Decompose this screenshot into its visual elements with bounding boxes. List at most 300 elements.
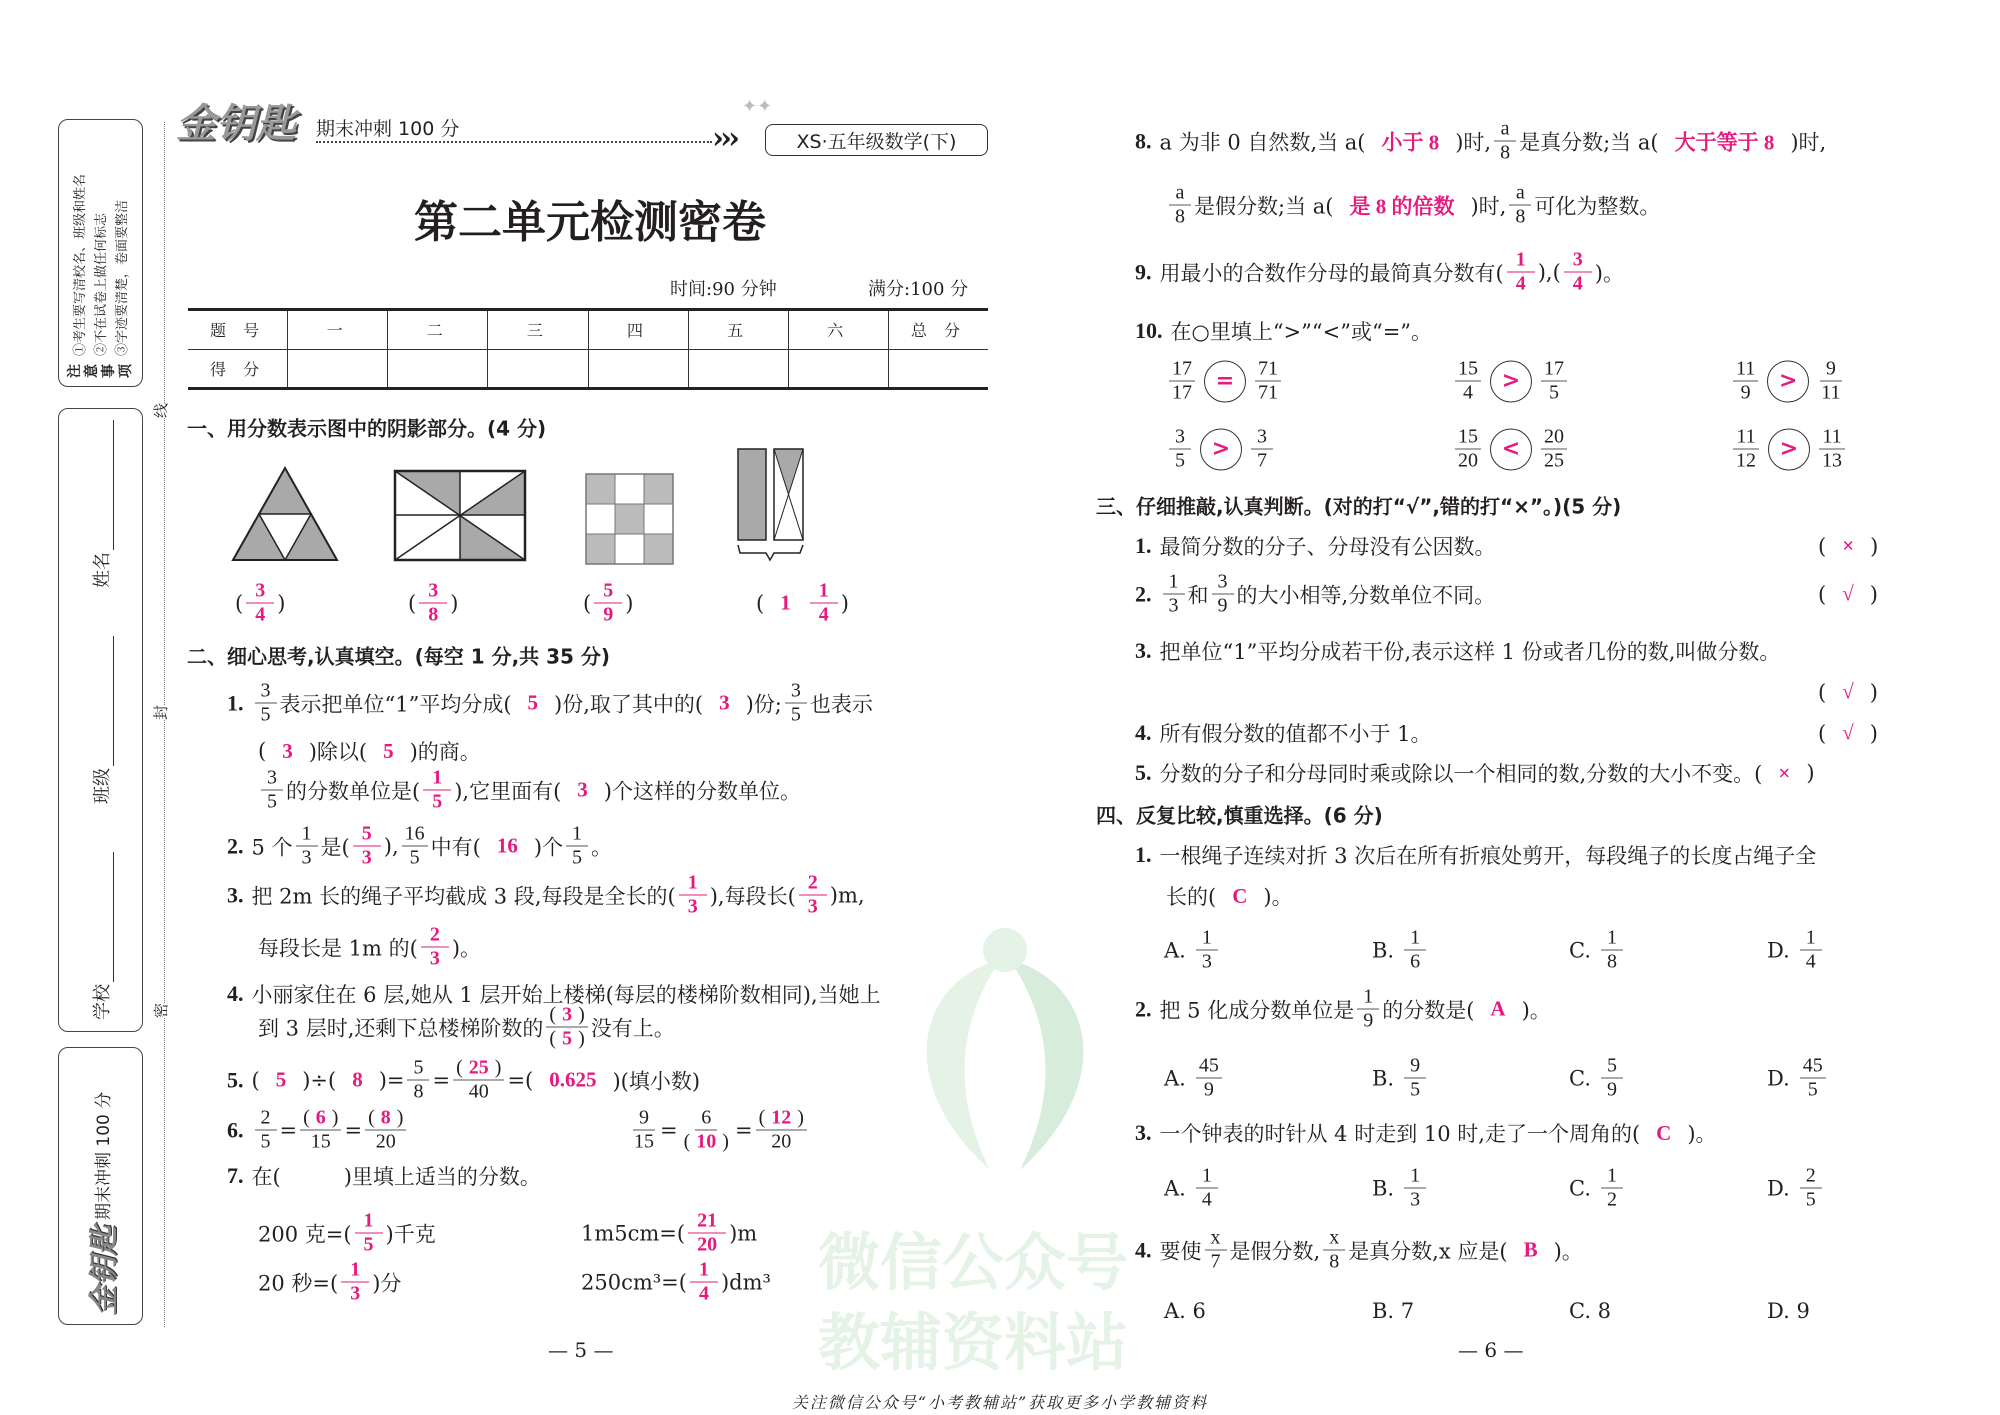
choice-option [1372,1299,1414,1323]
fraction-term: 8 [413,1080,424,1103]
fraction-term: 1 [572,822,583,845]
question-text: ( [758,1106,766,1129]
answer-text: 6 [315,1106,326,1129]
comparison-circle: < [1490,428,1532,470]
question-line [258,1210,436,1257]
fraction-term: 5 [409,846,420,869]
question-text: ( [756,591,765,615]
denominator [264,791,280,814]
answer-fraction [810,580,838,627]
answer-text: √ [1842,720,1854,745]
fraction [566,823,588,870]
fraction-term: 11 [1736,425,1756,448]
watermark-leaf-logo [880,920,1130,1220]
numerator [546,1004,587,1028]
denominator [1803,951,1819,974]
question-text: 20 秒=( [258,1271,339,1295]
question-text: 和 [1187,583,1209,607]
score-cell: 五 [688,310,788,350]
answer-fraction [355,1210,383,1257]
numerator [1494,118,1516,142]
fraction-term: 40 [468,1080,489,1103]
answer-fraction [594,580,622,627]
answer-text: 3 [255,579,266,602]
fraction [1404,1055,1426,1102]
answer-text: 16 [496,833,518,858]
answer-text: 5 [361,822,372,845]
numerator [1455,426,1481,450]
denominator [419,604,447,627]
question-number: 7. [227,1163,244,1188]
fraction-term: 1 [1805,926,1816,949]
fraction-term: 5 [1805,1188,1816,1211]
fraction [1251,426,1273,473]
numerator [421,924,449,948]
choice-option [1372,927,1429,974]
fraction-term: 9 [1740,381,1751,404]
fraction [1169,426,1191,473]
numerator [1541,426,1567,450]
fraction [756,1107,807,1154]
fraction-term: a [1515,181,1525,204]
fraction-term: 15 [1458,425,1478,448]
watermark-text: 教辅资料站 [818,1306,1129,1379]
fraction-term: 3 [267,766,277,789]
answer-text: 2 [807,871,818,894]
fraction-term: 5 [1410,1078,1421,1101]
answer-fraction [1507,249,1535,296]
fraction [1196,1055,1222,1102]
notice-line: ③字迹要清楚，卷面要整洁 [114,199,129,356]
question-text: B. [1372,938,1395,962]
fraction [1733,426,1759,473]
numerator [1455,358,1481,382]
fraction-term: 9 [1410,1054,1421,1077]
rectangles-figure [738,449,803,560]
fraction-term: 3 [260,679,271,702]
question-text: )。 [1553,1239,1583,1263]
answer-text: 5 [562,1027,573,1050]
question-line [1730,358,1847,405]
choice-option [1164,1299,1206,1323]
question-number: 4. [1135,720,1152,745]
question-text: 可化为整数。 [1534,194,1661,218]
numerator [355,1210,383,1234]
question-text: ) [1869,582,1878,606]
fraction [300,1107,341,1154]
score-input-cell[interactable] [888,349,988,389]
fraction-term: 7 [1210,1250,1221,1273]
numerator [1601,927,1623,951]
question-text: D. [1767,1066,1790,1090]
question-text: ) [578,1027,585,1050]
fraction-term: 1 [1201,1164,1212,1187]
fraction-term: 20 [771,1130,792,1153]
fraction-term: x [1329,1226,1340,1249]
question-line [258,1259,401,1306]
answer-fraction [1564,249,1592,296]
question-text: 的大小相等,分数单位不同。 [1236,583,1496,607]
question-text: ) [1869,721,1878,745]
question-text: B. [1372,1066,1395,1090]
question-number: 8. [1135,128,1152,153]
fraction-term: 1 [1410,1164,1421,1187]
question-text: ( [251,1068,260,1092]
fraction-term: 8 [1175,205,1185,228]
answer-text: 1 [687,871,698,894]
question-line [258,767,801,814]
question-line [1135,1118,1717,1148]
comparison-circle: > [1490,360,1532,402]
answer-fraction [799,872,827,919]
section-heading: 二、细心思考,认真填空。(每空 1 分,共 35 分) [187,644,611,669]
answer-text: B [1523,1237,1538,1262]
numerator [1820,358,1842,382]
denominator [679,896,707,919]
fraction-term: 1 [1363,985,1374,1008]
choice-option [1164,927,1221,974]
score-cell: 四 [588,310,688,350]
question-line [227,680,873,727]
fraction-term: 20 [1544,425,1564,448]
numerator [1601,1055,1623,1079]
fraction [1455,358,1481,405]
question-line [227,1057,700,1104]
question-text: 是假分数;当 a( [1194,194,1334,218]
question-text: ) [494,1056,502,1079]
fraction-term: 3 [1168,594,1179,617]
answer-text: 3 [807,895,818,918]
question-text: = [432,1068,451,1092]
question-text: D. [1767,1176,1790,1200]
question-text: ( [583,591,592,615]
question-text: 一根绳子连续对折 3 次后在所有折痕处剪开，每段绳子的长度占绳子全 [1159,844,1817,868]
numerator [1169,182,1191,206]
fraction [1733,358,1758,405]
answer-text: 大于等于 8 [1674,130,1775,154]
denominator [1199,1189,1215,1212]
answer-text: √ [1842,679,1854,704]
numerator [633,1107,655,1131]
question-line [583,580,633,627]
question-text: 表示把单位“1”平均分成( [279,692,512,716]
page-number: — 5 — [548,1338,614,1362]
numerator [1163,571,1185,595]
fraction [1196,1165,1218,1212]
comparison-circle: > [1768,428,1810,470]
comparison-circle: = [1204,360,1246,402]
fraction [1163,571,1185,618]
question-text: ) [1869,680,1878,704]
question-text: =( [507,1068,534,1092]
denominator [1254,450,1270,473]
fraction-term: 8 [1607,950,1617,973]
question-text: ( [368,1106,375,1129]
denominator [341,1283,369,1306]
question-text: ( [303,1106,310,1129]
answer-text: 3 [428,579,439,602]
fraction-term: 9 [1217,594,1228,617]
answer-text: 5 [383,738,394,763]
fraction [1404,927,1426,974]
question-text: ( [456,1056,463,1079]
fraction-term: 16 [404,822,425,845]
numerator [353,823,381,847]
question-text: 250cm³=( [581,1270,687,1294]
question-text: ) [450,591,459,615]
answer-text: √ [1842,581,1854,606]
question-text: 把单位“1”平均分成若干份,表示这样 1 份或者几份的数,叫做分数。 [1159,640,1781,664]
fraction-term: 5 [260,703,271,726]
question-text: D. [1767,938,1790,962]
denominator [1172,206,1188,229]
question-number: 4. [1135,1237,1152,1262]
question-text: 每段长是 1m 的( [258,936,418,960]
fraction-term: 5 [1175,449,1185,472]
fraction-term: 6 [701,1106,712,1129]
question-text: 在○里填上“>”“<”或“=”。 [1170,320,1433,344]
question-text: 最简分数的分子、分母没有公因数。 [1159,535,1496,559]
section-heading-line [187,641,610,670]
answer-text: 5 [527,690,539,715]
question-text: )分 [372,1271,402,1295]
fraction [1212,571,1234,618]
numerator [300,1107,341,1131]
question-text: 5 个 [251,835,293,859]
question-number: 4. [227,981,244,1006]
footer-note: 关注微信公众号“小考教辅站”获取更多小学教辅资料 [791,1393,1209,1412]
section-heading: 四、反复比较,慎重选择。(6 分) [1096,803,1383,828]
cut-label: 密 [152,1002,171,1019]
question-number: 1. [1135,842,1152,867]
answer-text: 9 [603,603,614,626]
answer-text: 1 [1515,248,1526,271]
grid-figure [586,474,673,564]
fraction [785,680,807,727]
answer-text: 1 [350,1258,361,1281]
page-number: — 6 — [1458,1338,1524,1362]
fraction-term: 3 [1410,1188,1421,1211]
question-number: 1. [227,690,244,715]
section-heading: 三、仔细推敲,认真判断。(对的打“√”,错的打“×”。)(5 分) [1096,494,1622,519]
fraction-term: 5 [260,1130,271,1153]
numerator [1404,927,1426,951]
section-heading-line [187,413,546,442]
numerator [255,680,277,704]
question-number: 1. [1135,533,1152,558]
question-text: = [734,1118,753,1142]
fraction-term: 9 [1363,1009,1374,1032]
denominator [410,1081,426,1104]
denominator [1199,951,1215,974]
question-text: 一个钟表的时针从 4 时走到 10 时,走了一个周角的( [1159,1122,1641,1146]
fraction [1800,1165,1822,1212]
denominator [1460,382,1476,405]
section-heading-line [1096,800,1383,829]
answer-text: 21 [697,1209,718,1232]
choice-option [1767,1165,1825,1212]
denominator [1208,1251,1224,1274]
question-text: 是假分数, [1229,1239,1321,1263]
score-cell: 得 分 [188,349,288,389]
fraction-term: 3 [790,679,801,702]
triangle-figure [233,468,337,560]
choice-option [1767,1055,1829,1102]
numerator [594,580,622,604]
question-text: 的分数单位是( [286,779,421,803]
fraction-term: 5 [1807,1078,1818,1101]
answer-fraction [679,872,707,919]
denominator [1166,595,1182,618]
denominator [1255,382,1281,405]
fraction-term: 11 [1821,381,1841,404]
fraction-term: 4 [1805,950,1816,973]
answer-fraction [423,767,451,814]
school-field[interactable] [88,852,114,1020]
fraction [261,767,283,814]
question-text: ) [722,1130,729,1153]
question-line [1166,182,1660,229]
numerator [1255,358,1281,382]
fraction [407,1057,429,1104]
score-cell: 二 [388,310,488,350]
question-text: ) [797,1106,804,1129]
sparkle-icon: ✦✦ [742,96,773,117]
fraction-term: 45 [1802,1054,1823,1077]
question-text: 分数的分子和分母同时乘或除以一个相同的数,分数的大小不变。( [1159,762,1763,786]
numerator [1404,1165,1426,1189]
fraction-term: 15 [310,1130,331,1153]
square-pinwheel-figure [395,471,525,560]
answer-text: 8 [428,603,439,626]
question-line [756,580,849,627]
question-line [1818,582,1878,607]
question-text: )= [378,1068,405,1092]
question-line [581,1259,771,1306]
question-text: )个 [533,835,564,859]
numerator [690,1259,718,1283]
answer-text: 1 [780,590,791,615]
fraction [1404,1165,1426,1212]
answer-text: 3 [562,1003,573,1026]
question-line [1818,534,1878,559]
question-text: ( [1818,680,1827,704]
answer-text: A [1490,996,1506,1021]
question-number: 5. [1135,760,1152,785]
question-text: ( [1818,534,1827,558]
denominator [788,704,804,727]
notice-line: ①考生要写清校名、班级和姓名 [72,173,87,356]
answer-text: 0.625 [549,1067,597,1092]
question-text: )m, [829,883,865,907]
numerator [1404,1055,1426,1079]
answer-fraction [353,823,381,870]
answer-text: 3 [361,846,372,869]
numerator [1601,1165,1623,1189]
fraction [1205,1227,1227,1274]
question-line [1135,636,1780,666]
numerator [1196,1165,1218,1189]
denominator [1169,382,1195,405]
answer-text: 12 [771,1106,792,1129]
numerator [1733,358,1758,382]
numerator [1800,927,1822,951]
page-title: 第二单元检测密卷 [414,197,766,248]
fraction-term: 8 [1329,1250,1340,1273]
notice-title-char: 注 [66,364,83,378]
denominator [1407,1189,1423,1212]
numerator [1323,1227,1345,1251]
fraction-term: 3 [1257,425,1267,448]
question-text: ( [235,591,244,615]
question-text: )。 [1687,1122,1717,1146]
fraction [1323,1227,1345,1274]
question-line [1452,426,1570,473]
question-text: 把 5 化成分数单位是 [1159,998,1355,1022]
fraction [1818,358,1843,405]
fraction [255,680,277,727]
answer-fraction [421,924,449,971]
question-text: ) [396,1106,404,1129]
question-text: ( [549,1003,557,1026]
fraction [1541,426,1567,473]
question-text: B. 7 [1372,1299,1415,1323]
book-badge: XS·五年级数学(下) [765,124,988,156]
question-text: ) [625,591,634,615]
fraction [1601,927,1623,974]
numerator [1800,1055,1826,1079]
denominator [373,1131,399,1154]
denominator [569,847,585,870]
school-label: 学校 [91,984,113,1020]
numerator [402,823,428,847]
question-line [1166,881,1293,911]
numerator [419,580,447,604]
fraction [546,1004,587,1051]
denominator [299,847,315,870]
answer-fraction [688,1210,726,1257]
question-text: 1m5cm=( [581,1221,686,1245]
answer-text: 4 [255,603,266,626]
choice-option [1372,1055,1429,1102]
class-label: 班级 [91,768,113,804]
question-line [258,924,481,971]
question-text: ) [578,1003,585,1026]
denominator [421,948,449,971]
question-text: ),它里面有( [454,779,562,803]
class-field[interactable] [88,636,114,804]
denominator [308,1131,334,1154]
question-text: C. 8 [1569,1299,1612,1323]
score-cell: 题 号 [188,310,288,350]
answer-text: 3 [687,895,698,918]
question-line [258,736,481,766]
question-text: )时, [1790,130,1827,154]
denominator [1604,1189,1620,1212]
question-number: 5. [227,1067,244,1092]
answer-text: 20 [697,1233,718,1256]
question-text: 。 [591,835,613,859]
fraction [1196,927,1218,974]
question-line [227,1161,541,1191]
answer-text: 4 [698,1282,709,1305]
question-text: ),( [1537,260,1561,284]
fraction-term: 6 [1410,950,1421,973]
answer-text: 5 [363,1233,374,1256]
answer-text: 4 [1572,272,1583,295]
denominator [1805,1079,1821,1102]
section-heading: 一、用分数表示图中的阴影部分。(4 分) [187,416,547,441]
